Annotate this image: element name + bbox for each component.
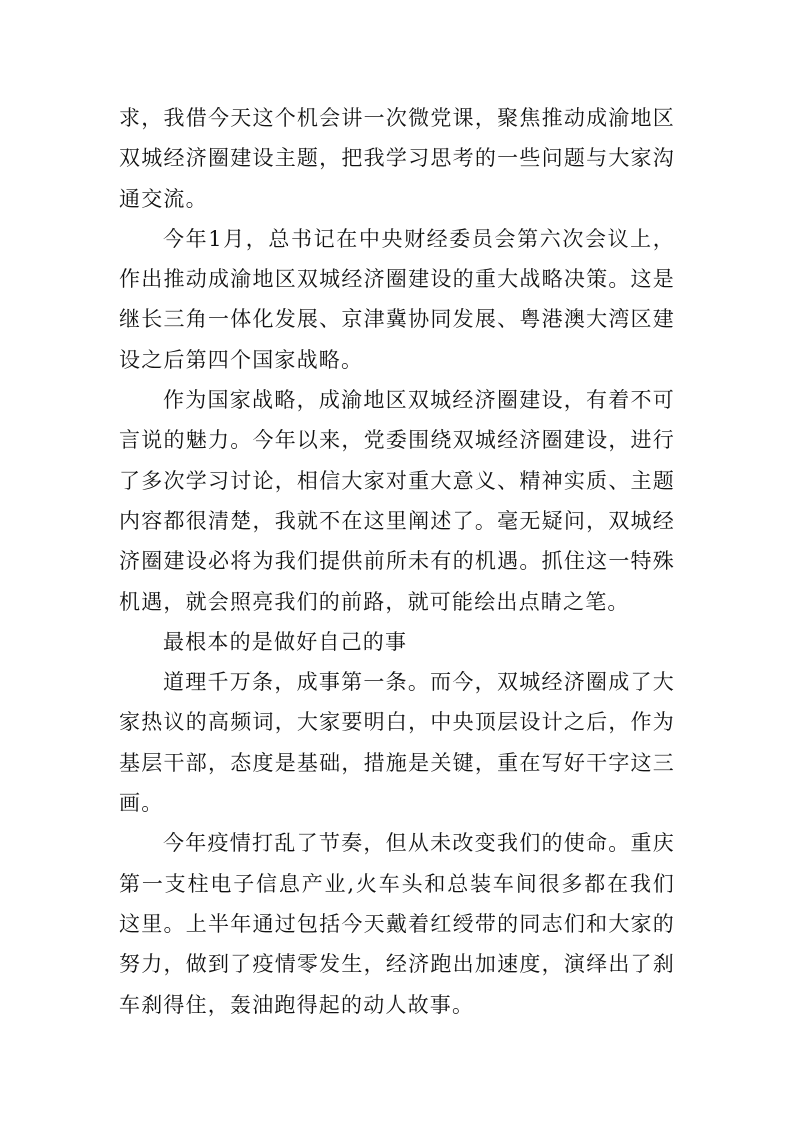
paragraph-principle: 道理千万条，成事第一条。而今，双城经济圈成了大家热议的高频词，大家要明白，中央顶层设计之后，作为基层干部，态度是基础，措施是关键，重在写好干字这三画。 [119,670,675,816]
document-body [119,98,675,1025]
paragraph-national-strategy: 作为国家战略，成渝地区双城经济圈建设，有着不可言说的魅力。今年以来，党委围绕双城经济圈建设，进行了多次学习讨论，相信大家对重大意义、精神实质、主题内容都很清楚，我就不在这里阐述了。毫无疑问，双城经济圈建设必将为我们提供前所未有的机遇。抓住这一特殊机遇，就会照亮我们的前路，就可能绘出点睛之笔。 [119,388,675,614]
paragraph-epidemic: 今年疫情打乱了节奏，但从未改变我们的使命。重庆第一支柱电子信息产业,火车头和总装车间很多都在我们这里。上半年通过包括今天戴着红绶带的同志们和大家的努力，做到了疫情零发生，经济跑出加速度，演绎出了刹车刹得住，轰油跑得起的动人故事。 [119,831,675,1017]
paragraph-strategy-intro: 今年1月，总书记在中央财经委员会第六次会议上，作出推动成渝地区双城经济圈建设的重大战略决策。这是继长三角一体化发展、京津冀协同发展、粤港澳大湾区建设之后第四个国家战略。 [119,226,675,372]
section-heading: 最根本的是做好自己的事 [163,629,408,654]
paragraph-continuation: 求，我借今天这个机会讲一次微党课，聚焦推动成渝地区双城经济圈建设主题，把我学习思考的一些问题与大家沟通交流。 [119,106,675,211]
